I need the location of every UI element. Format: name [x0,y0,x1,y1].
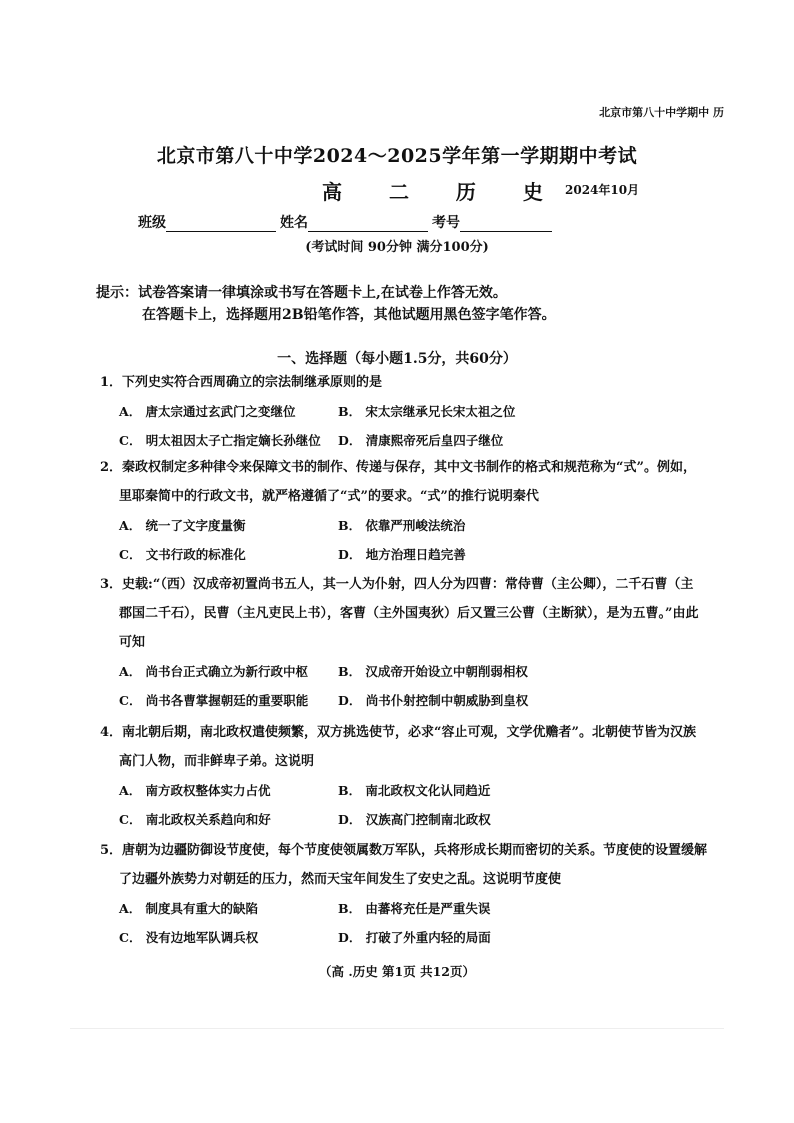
option-b: B． 汉成帝开始设立中朝削弱相权 [338,664,528,679]
header-corner-text: 北京市第八十中学期中 历 [599,106,724,119]
option-row [100,657,712,686]
option-d: D． 清康熙帝死后皇四子继位 [338,433,504,448]
name-blank[interactable] [308,217,428,232]
question-stem-line: 郡国二千石），民曹（主凡吏民上书），客曹（主外国夷狄）后又置三公曹（主断狱），是为五曹。”由此 [119,606,699,621]
page-footer: （高 .历史 第1页 共12页） [318,964,475,979]
option-row [100,805,712,834]
section-title: 一、选择题（每小题1.5分，共60分） [277,351,517,367]
question-4 [100,718,712,834]
option-b: B． 南北政权文化认同趋近 [338,783,491,798]
question-2 [100,453,712,569]
option-c: C． 明太祖因太子亡指定嫡长孙继位 [119,433,321,448]
question-1 [100,368,712,455]
page-bottom-divider [70,1028,724,1029]
question-stem-line: 2．秦政权制定多种律令来保障文书的制作、传递与保存，其中文书制作的格式和规范称为“式”。例如， [100,460,697,475]
option-c: C． 南北政权关系趋向和好 [119,812,271,827]
tip-line-1: 提示：试卷答案请一律填涂或书写在答题卡上,在试卷上作答无效。 [96,285,507,301]
question-stem-line: 4．南北朝后期，南北政权遣使频繁，双方挑选使节，必求“容止可观，文学优赡者”。北朝使节皆为汉族 [100,725,697,740]
exam-date: 2024年10月 [565,183,640,197]
option-d: D． 打破了外重内轻的局面 [338,930,491,945]
option-row [100,686,712,715]
class-blank[interactable] [166,217,276,232]
option-d: D． 尚书仆射控制中朝威胁到皇权 [338,693,529,708]
option-b: B． 由蕃将充任是严重失误 [338,901,491,916]
option-row [100,894,712,923]
option-c: C． 没有边地军队调兵权 [119,930,259,945]
option-d: D． 汉族高门控制南北政权 [338,812,491,827]
option-a: A． 唐太宗通过玄武门之变继位 [119,404,296,419]
tip-line-2: 在答题卡上，选择题用2B铅笔作答，其他试题用黑色签字笔作答。 [142,307,556,323]
class-label: 班级 [138,215,166,231]
option-c: C． 尚书各曹掌握朝廷的重要职能 [119,693,309,708]
option-b: B． 宋太宗继承兄长宋太祖之位 [338,404,516,419]
option-row [100,540,712,569]
option-row [100,923,712,952]
student-info-row [138,212,556,232]
option-d: D． 地方治理日趋完善 [338,547,466,562]
question-stem-line: 里耶秦简中的行政文书，就严格遵循了“式”的要求。“式”的推行说明秦代 [119,489,539,504]
option-b: B． 依靠严刑峻法统治 [338,518,466,533]
question-stem-line: 了边疆外族势力对朝廷的压力，然而天宝年间发生了安史之乱。这说明节度使 [119,872,562,887]
name-label: 姓名 [280,215,308,231]
exam-title: 北京市第八十中学2024～2025学年第一学期期中考试 [156,145,638,167]
option-a: A． 尚书台正式确立为新行政中枢 [119,664,309,679]
option-row [100,426,712,455]
option-a: A． 制度具有重大的缺陷 [119,901,259,916]
option-a: A． 统一了文字度量衡 [119,518,246,533]
option-row [100,397,712,426]
question-3 [100,570,712,715]
option-row [100,511,712,540]
question-stem-line: 1．下列史实符合西周确立的宗法制继承原则的是 [100,375,383,390]
id-label: 考号 [432,215,460,231]
question-stem-line: 5．唐朝为边疆防御设节度使，每个节度使领属数万军队，兵将形成长期而密切的关系。节度使的设置缓解 [100,843,708,858]
question-stem-line: 高门人物，而非鲜卑子弟。这说明 [119,754,315,769]
option-a: A． 南方政权整体实力占优 [119,783,271,798]
option-row [100,776,712,805]
question-stem-line: 3．史载:“（西）汉成帝初置尚书五人，其一人为仆射，四人分为四曹：常侍曹（主公卿），二千石曹（主 [100,577,694,592]
question-stem-line: 可知 [119,635,146,650]
subject-title: 高 二 历 史 [322,180,563,204]
exam-time-info: (考试时间 90分钟 满分100分) [305,240,489,255]
option-c: C． 文书行政的标准化 [119,547,246,562]
question-5 [100,836,712,952]
id-blank[interactable] [460,217,552,232]
